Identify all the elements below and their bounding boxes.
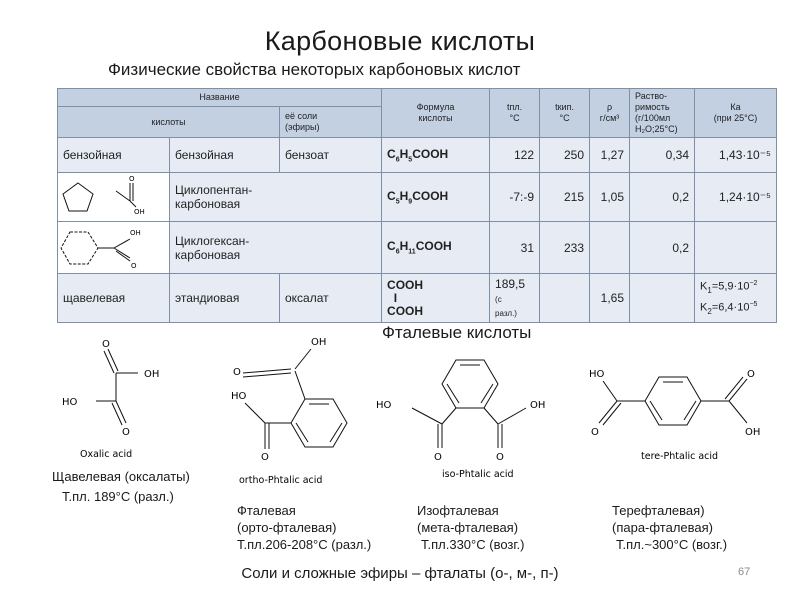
- cyclopentane-ring-icon: [63, 183, 93, 211]
- atom-label: O: [591, 427, 599, 438]
- cell-ka: 1,43·10⁻⁵: [695, 138, 777, 173]
- cell-solubility: 0,34: [630, 138, 695, 173]
- page-number: 67: [738, 566, 751, 578]
- cell-salt-name: этандиовая: [170, 274, 280, 323]
- cell-tboil: 215: [540, 173, 590, 222]
- atom-label: O: [122, 427, 130, 438]
- atom-label: O: [261, 452, 269, 463]
- cell-structure-cyclopentane: [58, 173, 170, 222]
- header-density: ρ г/см³: [590, 89, 630, 138]
- atom-label: O: [102, 339, 110, 350]
- header-solubility: Раство- римость (г/100мл Н₂O;25°С): [630, 89, 695, 138]
- ortho-phthalic-structure: [225, 333, 365, 488]
- slide-title: Карбоновые кислоты: [264, 26, 536, 56]
- table-row: [58, 173, 777, 222]
- cell-tmelt: 31: [490, 222, 540, 274]
- cell-formula: COOH I COOH: [382, 274, 490, 323]
- cell-name: Циклогексан- карбоновая: [170, 222, 382, 274]
- cell-ka: 1,24·10⁻⁵: [695, 173, 777, 222]
- cell-tboil: 233: [540, 222, 590, 274]
- cell-salt: бензоат: [280, 138, 382, 173]
- properties-table: [57, 88, 777, 323]
- cell-salt: оксалат: [280, 274, 382, 323]
- header-salts: её соли (эфиры): [280, 107, 382, 138]
- structure-label: iso-Phtalic acid: [442, 469, 514, 480]
- atom-label: O: [131, 262, 137, 270]
- header-name: Название: [58, 89, 382, 107]
- cell-density: [590, 222, 630, 274]
- cell-structure-cyclohexane: [58, 222, 170, 274]
- cell-solubility: 0,2: [630, 173, 695, 222]
- atom-label: O: [233, 367, 241, 378]
- atom-label: HO: [376, 400, 392, 411]
- header-acids: кислоты: [58, 107, 280, 138]
- oxalic-acid-structure: [60, 335, 190, 460]
- header-ka: Ка (при 25°С): [695, 89, 777, 138]
- atom-label: O: [496, 452, 504, 463]
- bottom-note: Соли и сложные эфиры – фталаты (о-, м-, п-): [241, 565, 559, 582]
- table-row: [58, 274, 777, 323]
- atom-label: O: [129, 174, 135, 183]
- cell-tmelt: 122: [490, 138, 540, 173]
- cell-formula: $C_5H_9COOH$: [382, 173, 490, 222]
- cell-tmelt: -7:-9: [490, 173, 540, 222]
- structure-label: Oxalic acid: [80, 449, 133, 460]
- atom-label: OH: [311, 337, 327, 348]
- isophthalic-structure: [372, 352, 582, 480]
- cell-density: 1,65: [590, 274, 630, 323]
- terephthalic-structure: [585, 365, 785, 465]
- atom-label: O: [747, 369, 755, 380]
- cell-salt-name: бензойная: [170, 138, 280, 173]
- table-row: [58, 138, 777, 173]
- atom-label: OH: [530, 400, 546, 411]
- cell-name: бензойная: [58, 138, 170, 173]
- phthalic-heading: Фталевые кислоты: [382, 323, 532, 342]
- cell-tboil: [540, 274, 590, 323]
- slide-subtitle: Физические свойства некоторых карбоновых кислот: [108, 60, 521, 79]
- cell-density: 1,05: [590, 173, 630, 222]
- structure-label: ortho-Phtalic acid: [239, 475, 323, 486]
- cell-solubility: [630, 274, 695, 323]
- oxalic-caption: Щавелевая (оксалаты) Т.пл. 189°С (разл.): [52, 469, 190, 504]
- atom-label: OH: [745, 427, 761, 438]
- cell-name: щавелевая: [58, 274, 170, 323]
- atom-label: OH: [130, 229, 141, 237]
- atom-label: O: [434, 452, 442, 463]
- cell-solubility: 0,2: [630, 222, 695, 274]
- cell-tmelt: 189,5 (с разл.): [490, 274, 540, 323]
- cell-ka: [695, 222, 777, 274]
- cell-formula: $C_6H_{11}COOH$: [382, 222, 490, 274]
- atom-label: OH: [134, 207, 145, 216]
- cell-name: Циклопентан- карбоновая: [170, 173, 382, 222]
- cyclohexane-ring-icon: [61, 232, 98, 264]
- atom-label: HO: [62, 397, 78, 408]
- cell-ka: $K_1=5,9\cdot 10^{-2}$ $K_2=6,4\cdot 10^{-5}$: [695, 274, 777, 323]
- phthalic-caption: Фталевая (орто-фталевая) Т.пл.206-208°С (разл.): [237, 503, 372, 552]
- atom-label: OH: [144, 369, 160, 380]
- atom-label: HO: [589, 369, 605, 380]
- header-formula: Формула кислоты: [382, 89, 490, 138]
- terephthalic-caption: Терефталевая) (пара-фталевая) Т.пл.~300°С (возг.): [612, 503, 728, 552]
- table-row: [58, 222, 777, 274]
- header-tmelt: tпл. °С: [490, 89, 540, 138]
- header-tboil: tкип. °С: [540, 89, 590, 138]
- cell-density: 1,27: [590, 138, 630, 173]
- structure-label: tere-Phtalic acid: [641, 451, 719, 462]
- isophthalic-caption: Изофталевая (мета-фталевая) Т.пл.330°С (возг.): [417, 503, 525, 552]
- table-header-row: [58, 89, 777, 107]
- cell-tboil: 250: [540, 138, 590, 173]
- atom-label: HO: [231, 391, 247, 402]
- cell-formula: $C_6H_5COOH$: [382, 138, 490, 173]
